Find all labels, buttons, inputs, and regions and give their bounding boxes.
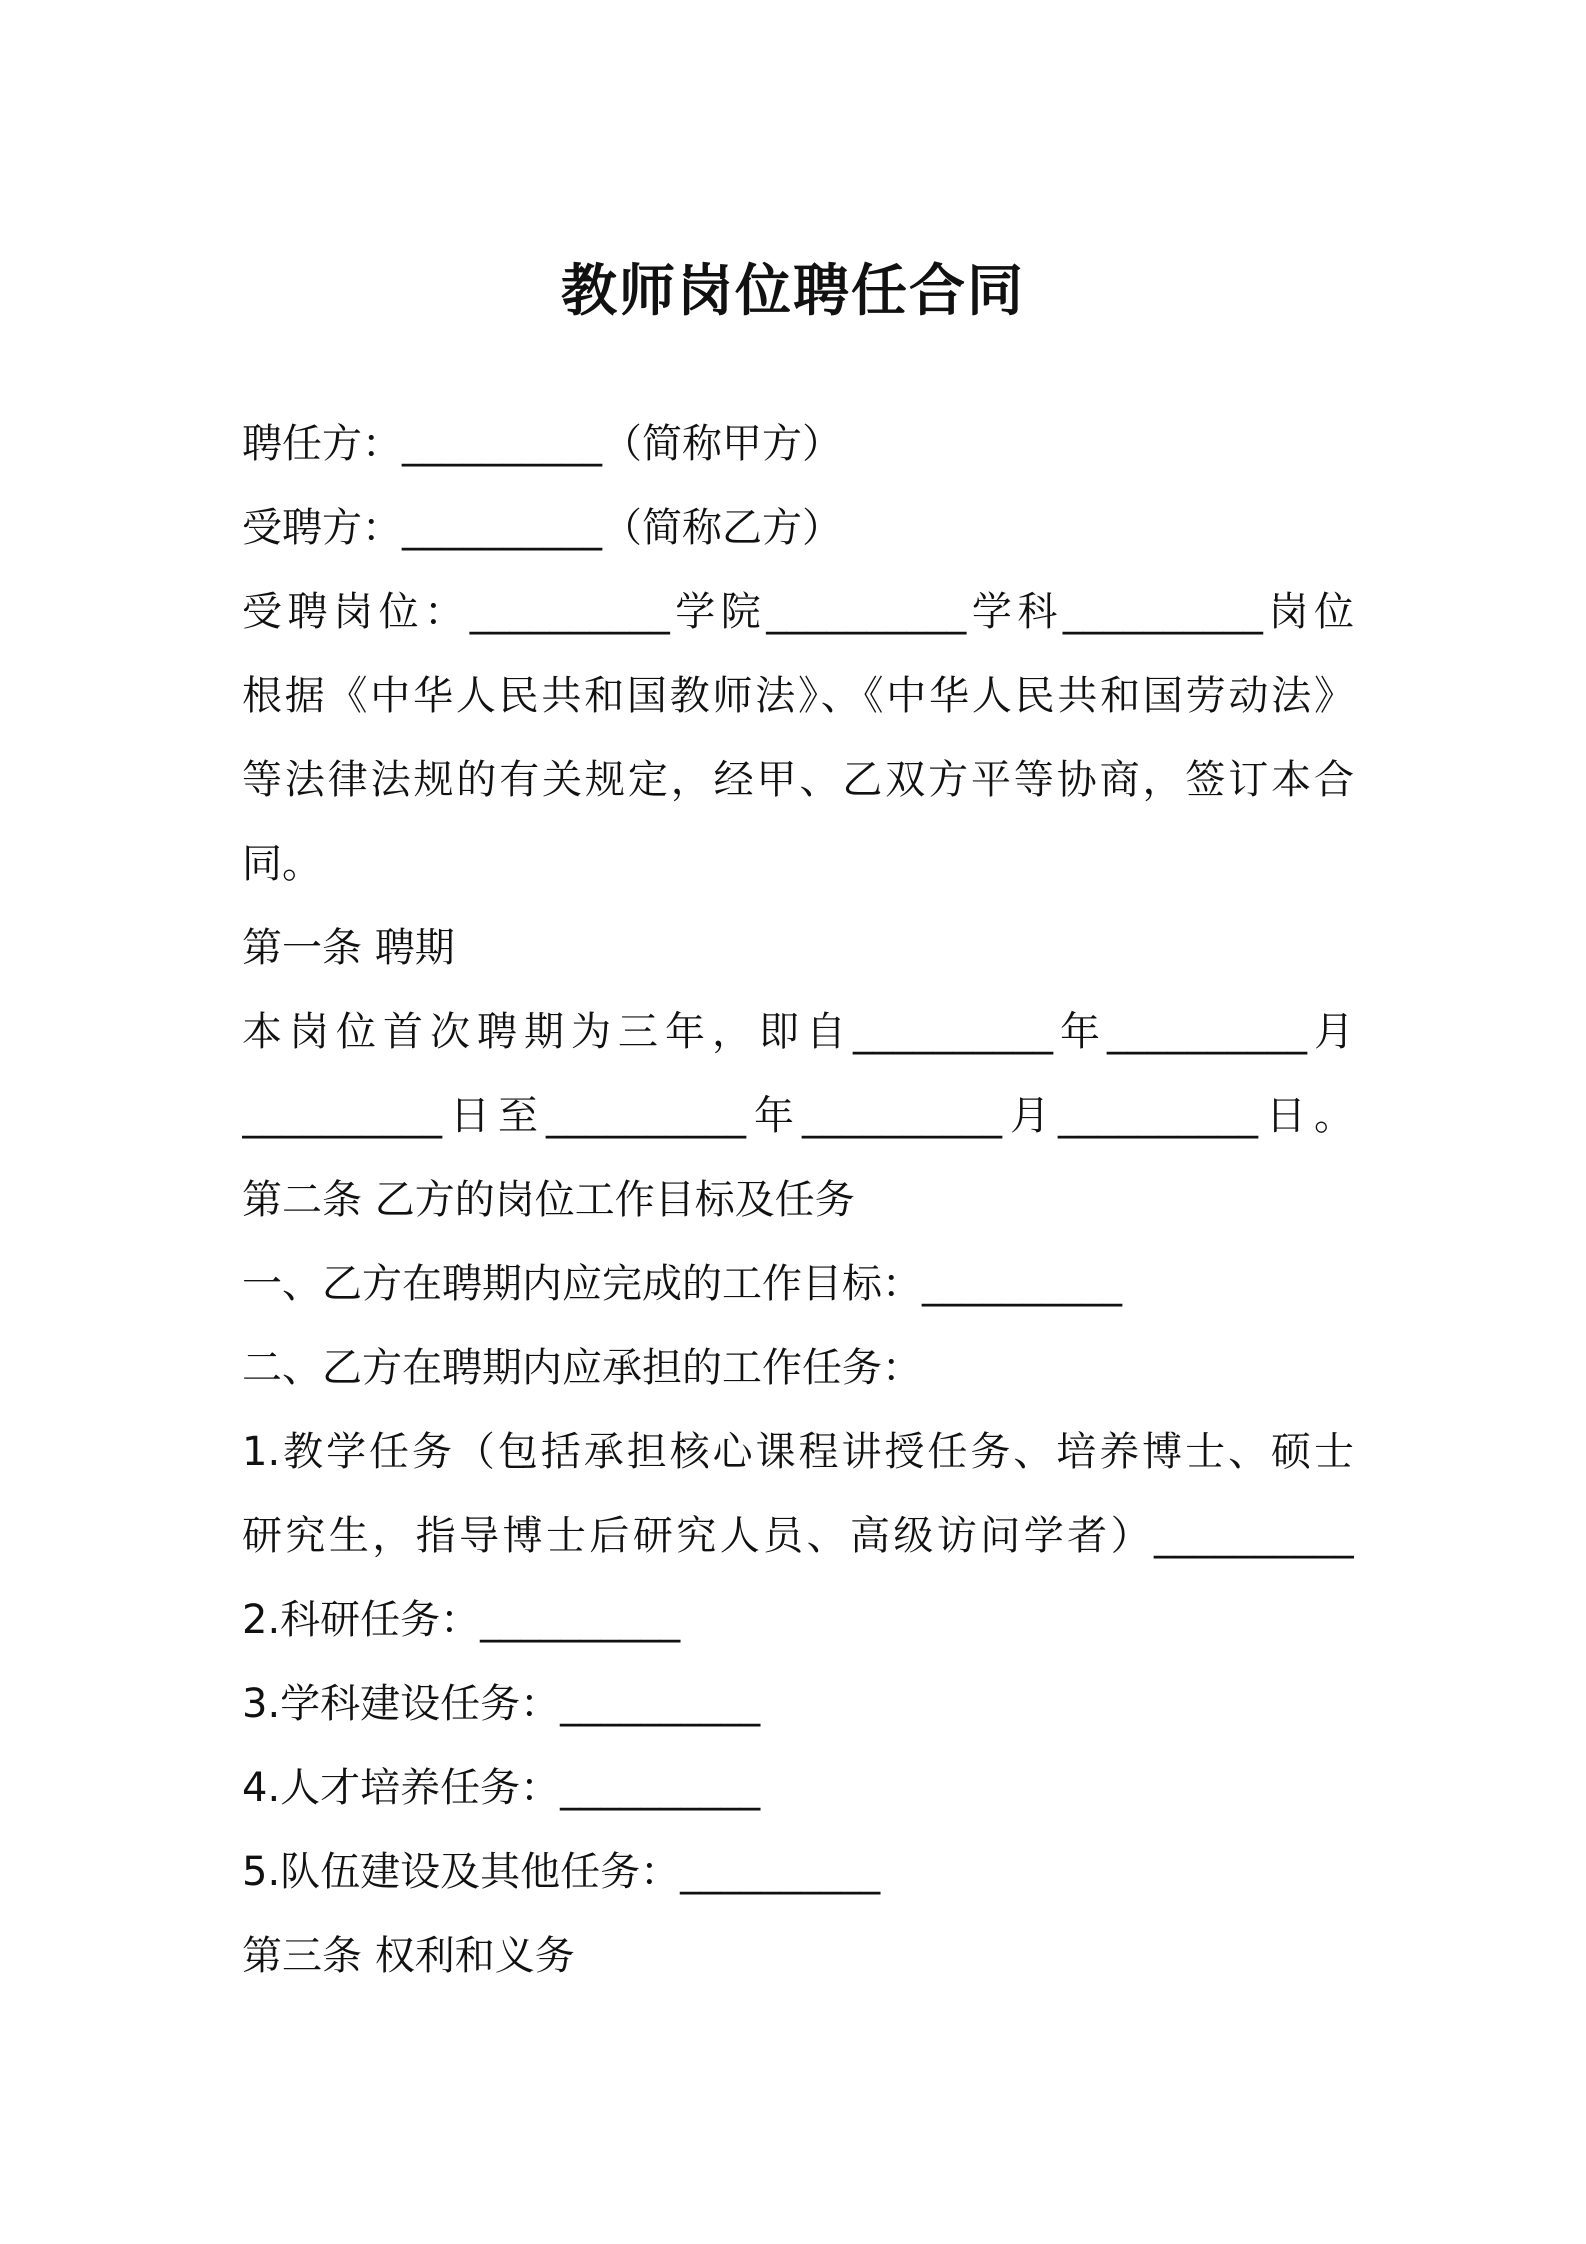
work-goal-line: 一、乙方在聘期内应完成的工作目标：__________	[242, 1261, 1122, 1307]
research-task-line: 2.科研任务：__________	[242, 1597, 681, 1643]
talent-task-line: 4.人才培养任务：__________	[242, 1765, 761, 1811]
work-tasks-line: 二、乙方在聘期内应承担的工作任务：	[242, 1345, 922, 1391]
employer-line: 聘任方：__________（简称甲方）	[242, 421, 842, 467]
term-line-1: 本岗位首次聘期为三年，即自__________年__________月	[242, 1009, 1354, 1055]
article-2-heading: 第二条 乙方的岗位工作目标及任务	[242, 1177, 855, 1223]
preamble-line-3: 同。	[242, 841, 322, 887]
position-line: 受聘岗位：__________学院__________学科__________岗位	[242, 589, 1354, 635]
document-title: 教师岗位聘任合同	[561, 259, 1025, 324]
team-task-line: 5.队伍建设及其他任务：__________	[242, 1849, 881, 1895]
preamble-line-1: 根据《中华人民共和国教师法》、《中华人民共和国劳动法》	[242, 673, 1354, 719]
term-line-2: __________日至__________年__________月__________日。	[242, 1093, 1354, 1139]
preamble-line-2: 等法律法规的有关规定，经甲、乙双方平等协商，签订本合	[242, 757, 1354, 803]
teaching-task-line-2: 研究生，指导博士后研究人员、高级访问学者）__________	[242, 1513, 1354, 1559]
article-1-heading: 第一条 聘期	[242, 925, 455, 971]
document-body	[242, 402, 1354, 1998]
teaching-task-line-1: 1.教学任务（包括承担核心课程讲授任务、培养博士、硕士	[242, 1429, 1354, 1475]
article-3-heading: 第三条 权利和义务	[242, 1933, 575, 1979]
employee-line: 受聘方：__________（简称乙方）	[242, 505, 842, 551]
discipline-task-line: 3.学科建设任务：__________	[242, 1681, 761, 1727]
